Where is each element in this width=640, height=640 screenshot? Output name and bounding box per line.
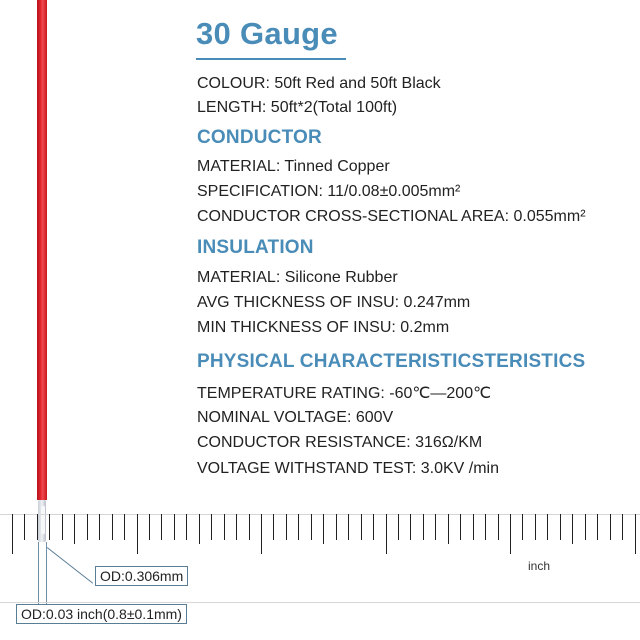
ruler-tick [211,514,212,540]
conductor-specification: SPECIFICATION: 11/0.08±0.005mm² [197,183,461,200]
ruler-tick [498,514,499,540]
ruler-tick [386,514,387,554]
title-underline [196,58,346,60]
colour-spec: COLOUR: 50ft Red and 50ft Black [197,75,441,92]
ruler-tick [473,514,474,540]
ruler-tick [62,514,63,540]
ruler-tick [249,514,250,540]
ruler-tick [87,514,88,540]
ruler-tick [99,514,100,540]
insulation-material: MATERIAL: Silicone Rubber [197,269,398,286]
ruler-tick [423,514,424,540]
conductor-material: MATERIAL: Tinned Copper [197,158,390,175]
ruler-tick [348,514,349,540]
ruler-tick [298,514,299,540]
ruler-tick [373,514,374,540]
ruler-tick [273,514,274,540]
ruler-tick [510,514,511,554]
ruler-tick [572,514,573,544]
ruler-tick [137,514,138,554]
ruler-tick [112,514,113,540]
ruler-tick [560,514,561,540]
ruler-tick [435,514,436,540]
ruler-tick [186,514,187,540]
ruler-bottom-edge [0,602,640,603]
physical-heading: PHYSICAL CHARACTERISTICSTERISTICS [197,351,586,372]
ruler-tick [311,514,312,540]
ruler-tick [124,514,125,540]
ruler-tick [286,514,287,540]
nominal-voltage: NOMINAL VOLTAGE: 600V [197,409,394,426]
ruler-tick [597,514,598,540]
ruler-tick [261,514,262,554]
conductor-heading: CONDUCTOR [197,127,322,148]
ruler-tick [236,514,237,540]
ruler-tick [323,514,324,544]
ruler-tick [398,514,399,540]
ruler-tick [460,514,461,540]
voltage-withstand-test: VOLTAGE WITHSTAND TEST: 3.0KV /min [197,460,499,477]
ruler-tick [49,514,50,540]
insulation-heading: INSULATION [197,237,314,258]
ruler-unit-label: inch [528,559,551,573]
ruler-tick [448,514,449,544]
ruler-tick [224,514,225,540]
length-spec: LENGTH: 50ft*2(Total 100ft) [197,99,398,116]
od-mm-callout: OD:0.306mm [95,566,188,586]
ruler-tick [336,514,337,540]
ruler-tick [522,514,523,540]
temperature-rating: TEMPERATURE RATING: -60℃—200℃ [197,385,492,402]
ruler-tick [12,514,13,554]
ruler-tick [199,514,200,544]
conductor-resistance: CONDUCTOR RESISTANCE: 316Ω/KM [197,434,483,451]
ruler-tick [622,514,623,540]
ruler-tick [635,514,636,554]
ruler-tick [161,514,162,540]
conductor-area: CONDUCTOR CROSS-SECTIONAL AREA: 0.055mm² [197,208,586,225]
red-wire-insulation [37,0,47,500]
ruler-tick [485,514,486,540]
page-title: 30 Gauge [196,16,338,51]
ruler-tick [24,514,25,540]
insulation-avg-thickness: AVG THICKNESS OF INSU: 0.247mm [197,294,471,311]
od-inch-callout: OD:0.03 inch(0.8±0.1mm) [16,604,187,624]
ruler-tick [535,514,536,540]
ruler-tick [610,514,611,540]
ruler-tick [585,514,586,540]
insulation-min-thickness: MIN THICKNESS OF INSU: 0.2mm [197,319,450,336]
ruler-tick [410,514,411,540]
ruler-tick [547,514,548,540]
ruler-tick [361,514,362,540]
ruler-tick [74,514,75,544]
ruler-tick [37,514,38,540]
ruler-tick [174,514,175,540]
ruler-tick [149,514,150,540]
